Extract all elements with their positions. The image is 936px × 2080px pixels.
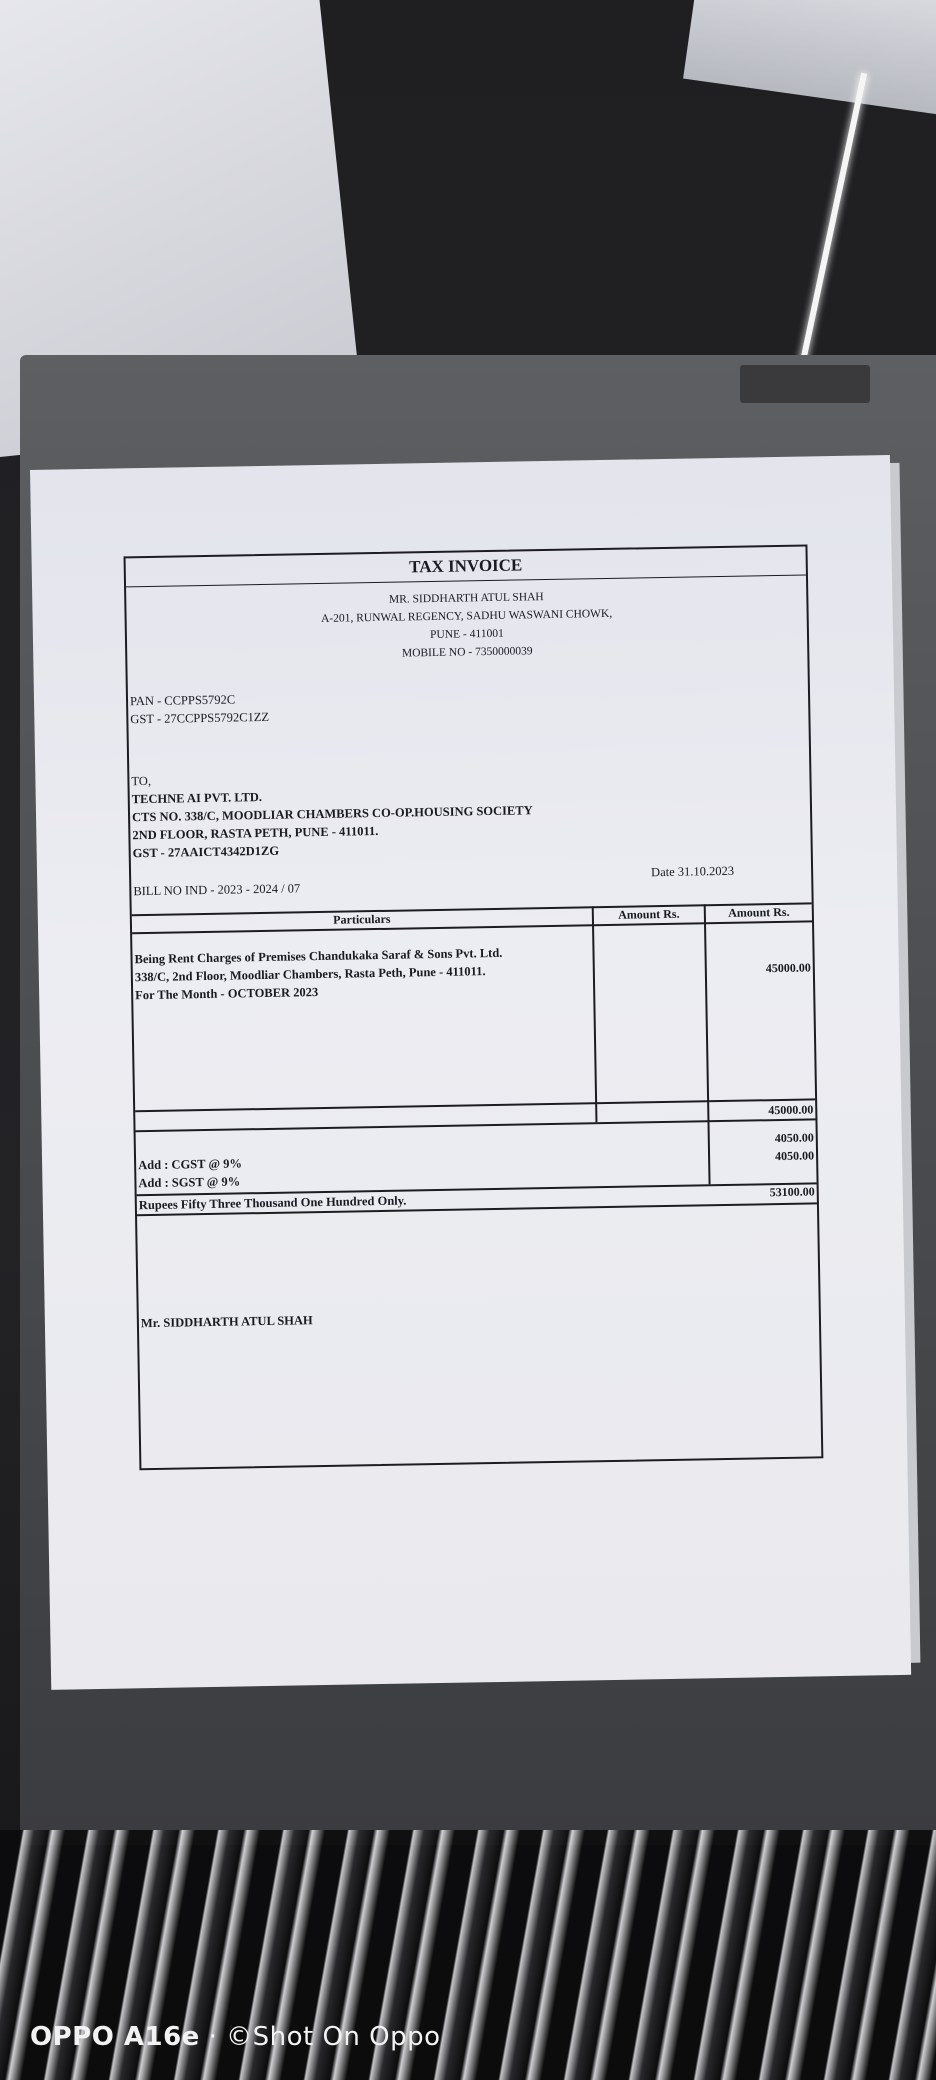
amount-in-words: Rupees Fifty Three Thousand One Hundred Only. bbox=[138, 1193, 407, 1213]
issuer-address-line2: PUNE - 411001 bbox=[429, 627, 504, 642]
watermark-separator: · bbox=[208, 2022, 218, 2052]
description-line3: For The Month - OCTOBER 2023 bbox=[135, 985, 319, 1003]
invoice-date: Date 31.10.2023 bbox=[650, 863, 735, 880]
issuer-address-line1: A-201, RUNWAL REGENCY, SADHU WASWANI CHOWK, bbox=[320, 607, 613, 625]
cgst-amount: 4050.00 bbox=[774, 1130, 814, 1146]
description-line2: 338/C, 2nd Floor, Moodliar Chambers, Rasta Peth, Pune - 411011. bbox=[134, 964, 486, 985]
pan-number: PAN - CCPPS5792C bbox=[129, 692, 236, 709]
line-amount: 45000.00 bbox=[765, 960, 811, 976]
signatory-name: Mr. SIDDHARTH ATUL SHAH bbox=[140, 1313, 313, 1331]
recipient-to: TO, bbox=[131, 773, 152, 789]
recipient-line1: CTS NO. 338/C, MOODLIAR CHAMBERS CO-OP.HOUSING SOCIETY bbox=[131, 803, 533, 825]
recipient-name: TECHNE AI PVT. LTD. bbox=[131, 790, 263, 807]
column-divider-1 bbox=[592, 906, 598, 1122]
bill-number: BILL NO IND - 2023 - 2024 / 07 bbox=[133, 881, 301, 899]
sgst-amount: 4050.00 bbox=[774, 1148, 815, 1164]
subtotal-bottom-line bbox=[136, 1118, 816, 1132]
issuer-mobile: MOBILE NO - 7350000039 bbox=[401, 645, 533, 660]
description-line1: Being Rent Charges of Premises Chandukaka Saraf & Sons Pvt. Ltd. bbox=[134, 945, 503, 967]
header-amount-2: Amount Rs. bbox=[728, 904, 790, 920]
issuer-name: MR. SIDDHARTH ATUL SHAH bbox=[388, 591, 544, 606]
subtotal-amount: 45000.00 bbox=[768, 1102, 814, 1118]
gst-number: GST - 27CCPPS5792C1ZZ bbox=[130, 709, 270, 727]
header-amount-1: Amount Rs. bbox=[618, 906, 680, 922]
clipboard-tag bbox=[740, 365, 870, 403]
total-amount: 53100.00 bbox=[769, 1184, 815, 1200]
watermark-tagline: ©Shot On Oppo bbox=[226, 2022, 441, 2052]
recipient-line2: 2ND FLOOR, RASTA PETH, PUNE - 411011. bbox=[132, 823, 379, 843]
invoice-sheet bbox=[30, 455, 911, 1690]
sgst-label: Add : SGST @ 9% bbox=[138, 1174, 241, 1191]
camera-watermark bbox=[30, 2022, 441, 2052]
watermark-brand: OPPO A16e bbox=[30, 2022, 200, 2052]
cgst-label: Add : CGST @ 9% bbox=[138, 1156, 243, 1173]
recipient-gst: GST - 27AAICT4342D1ZG bbox=[132, 843, 280, 861]
invoice-frame bbox=[124, 544, 824, 1470]
invoice-title: TAX INVOICE bbox=[408, 555, 523, 577]
header-particulars: Particulars bbox=[333, 911, 391, 927]
